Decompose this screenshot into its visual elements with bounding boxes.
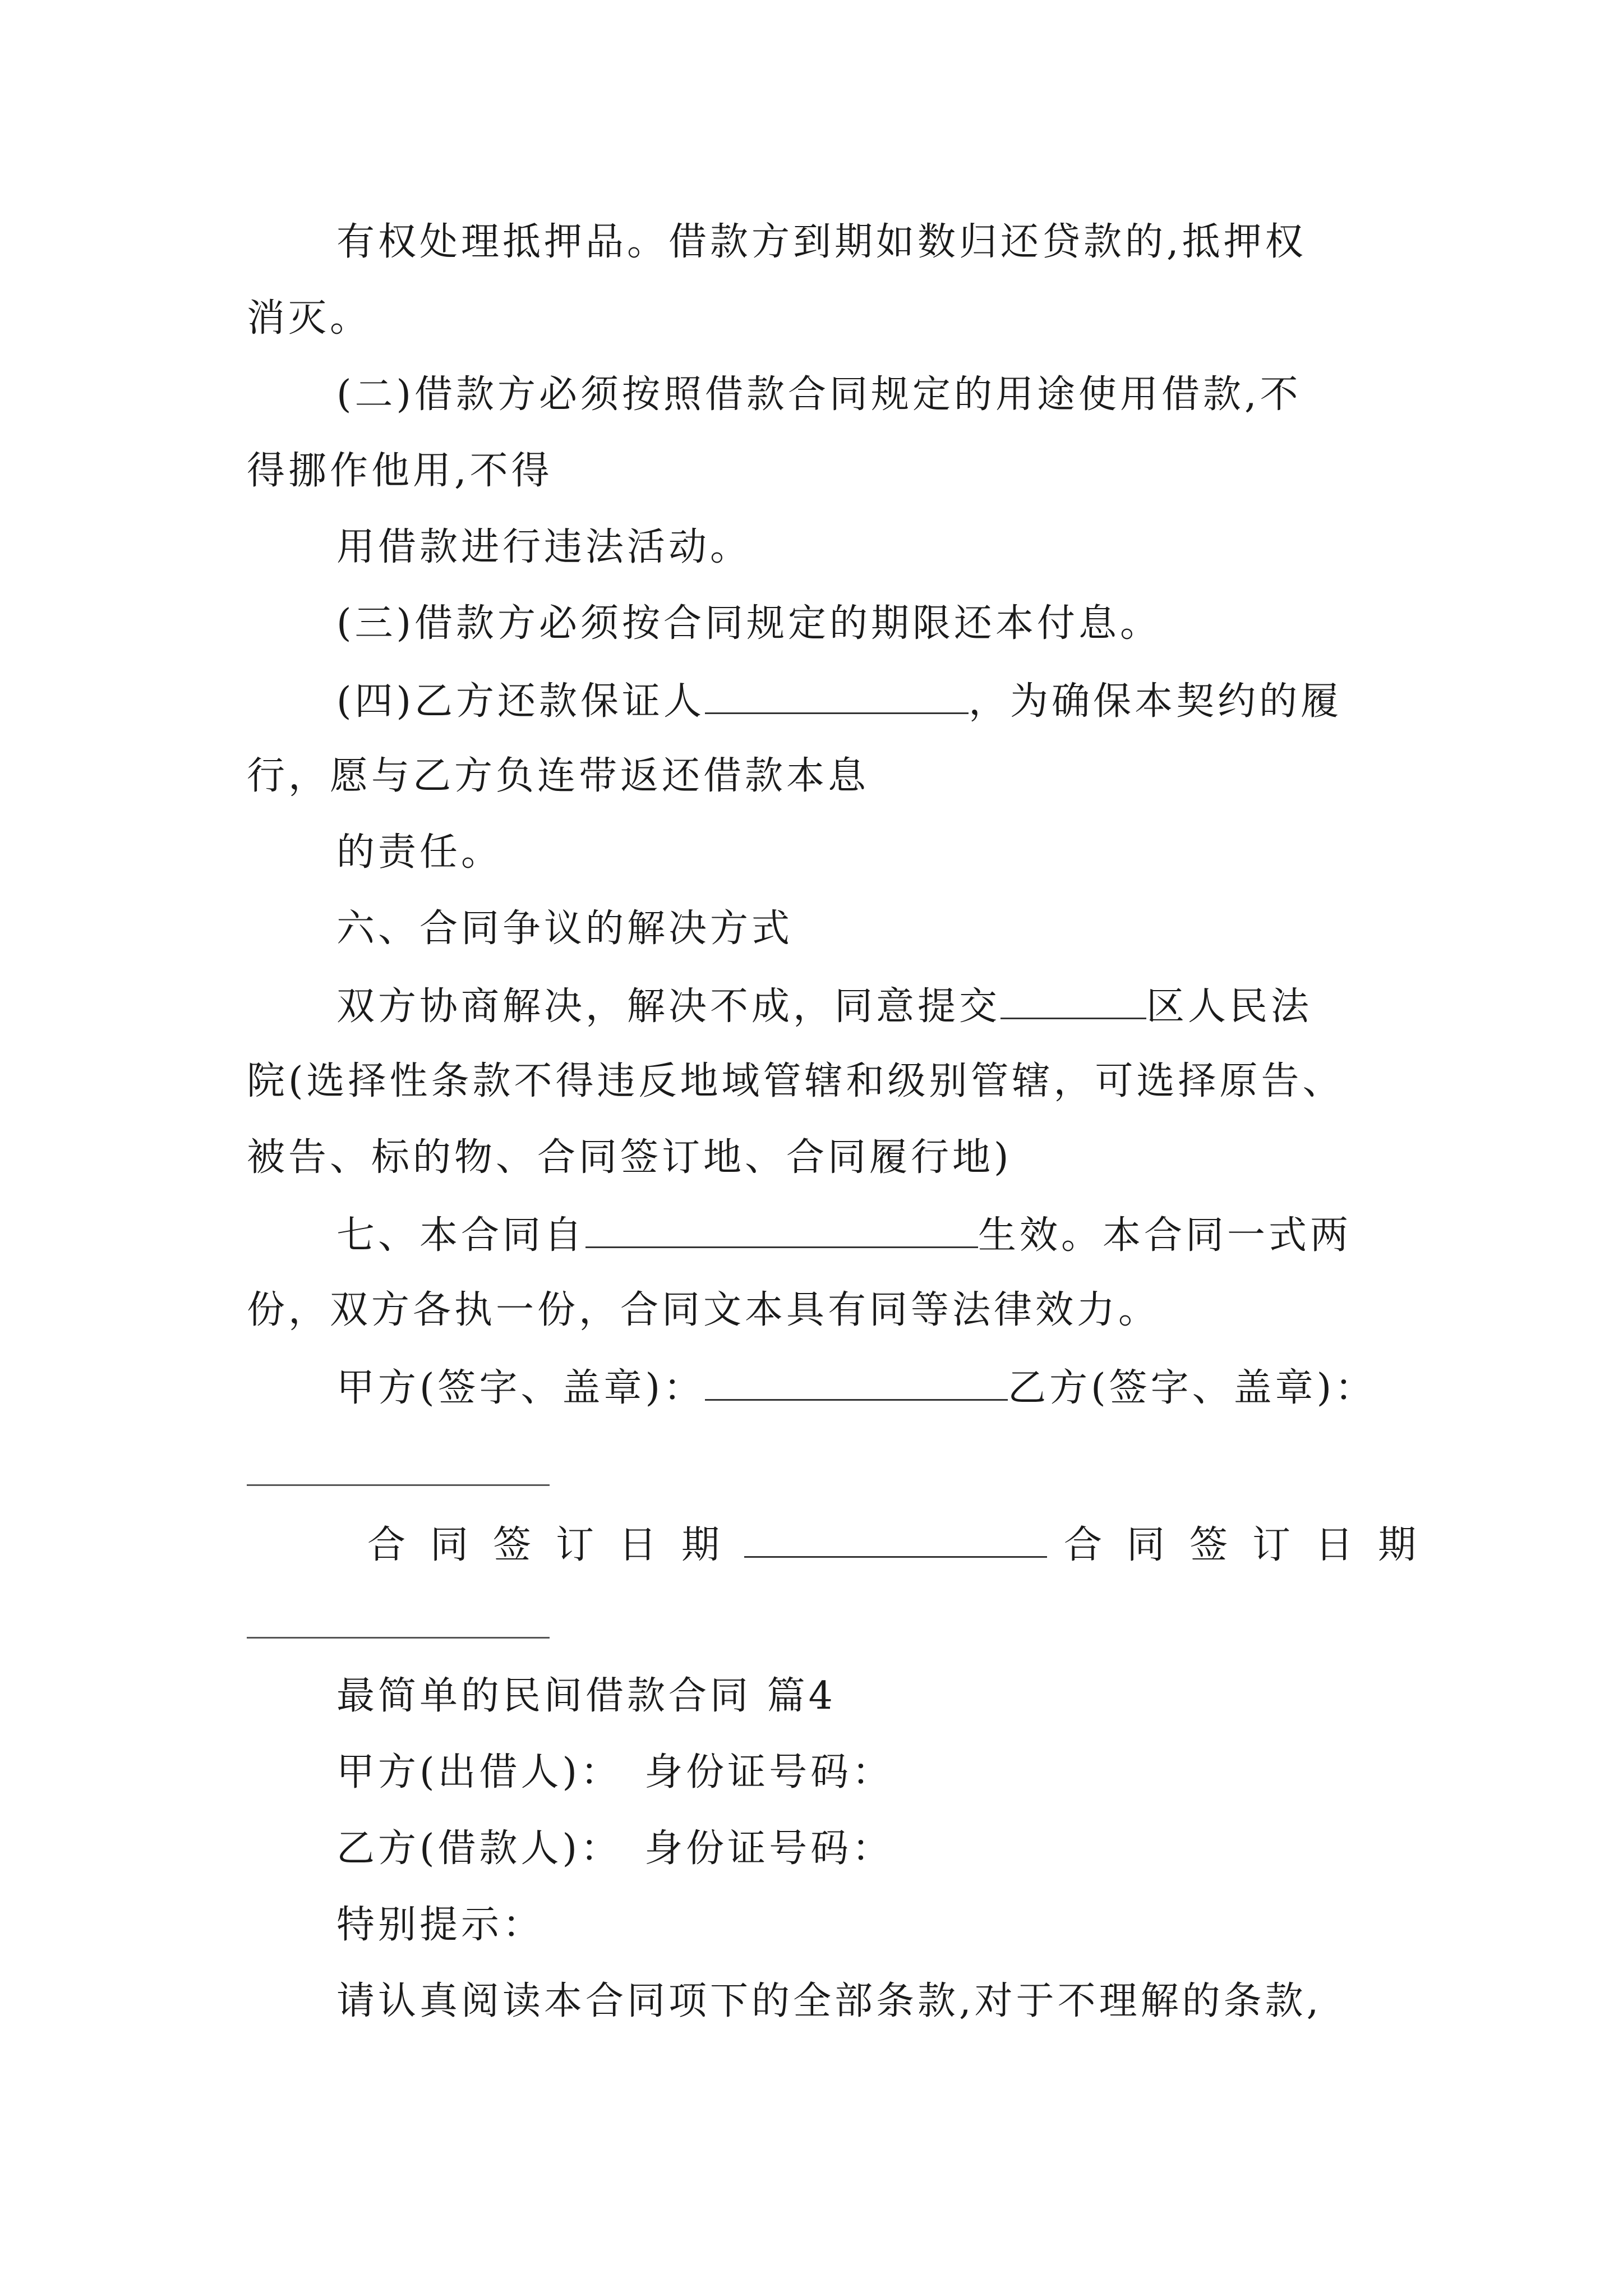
paragraph-line [247, 1288, 1160, 1333]
text: 消灭。 [247, 296, 372, 341]
guarantor-blank [705, 678, 969, 714]
paragraph-line [336, 678, 1342, 724]
party-line [336, 1826, 893, 1871]
text: 乙方(签字、盖章)： [1008, 1366, 1377, 1410]
text: 乙方(借款人)： [336, 1826, 623, 1871]
paragraph-line [336, 220, 1307, 265]
court-blank [1000, 983, 1146, 1019]
paragraph-line [247, 1059, 1344, 1104]
signature-line [336, 1364, 1376, 1411]
party-b-signature-blank [247, 1484, 550, 1486]
party-a-date-blank [744, 1521, 1047, 1558]
text: 最简单的民间借款合同 篇4 [336, 1674, 836, 1718]
paragraph-line [247, 1135, 1012, 1180]
paragraph-line [336, 830, 502, 875]
text: 甲方(出借人)： [336, 1750, 623, 1795]
text: 的责任。 [336, 830, 503, 875]
text: 特别提示： [336, 1903, 545, 1947]
text: 行，愿与乙方负连带返还借款本息 [247, 754, 870, 798]
paragraph-line [336, 1903, 544, 1948]
text: 身份证号码： [644, 1826, 894, 1871]
text: 合同签订日期 [1064, 1523, 1441, 1567]
text: (四)乙方还款保证人 [336, 679, 706, 724]
party-a-signature-blank [705, 1364, 1008, 1401]
paragraph-line [336, 372, 1302, 417]
paragraph-line [247, 296, 371, 341]
paragraph-line [336, 983, 1312, 1029]
paragraph-line [336, 1212, 1352, 1258]
text: 生效。本合同一式两 [978, 1213, 1352, 1258]
section-heading [336, 907, 793, 951]
text: 用借款进行违法活动。 [336, 525, 752, 569]
paragraph-line [247, 449, 553, 494]
paragraph-line [336, 601, 1161, 646]
text: 有权处理抵押品。借款方到期如数归还贷款的,抵押权 [336, 220, 1307, 264]
text: 双方协商解决，解决不成，同意提交 [336, 984, 1001, 1029]
text: (三)借款方必须按合同规定的期限还本付息。 [336, 601, 1162, 646]
text: 合同签订日期 [367, 1523, 745, 1567]
date-line [367, 1521, 1441, 1568]
text: 身份证号码： [644, 1750, 894, 1795]
paragraph-line [336, 1979, 1322, 2024]
paragraph-line [247, 754, 869, 799]
paragraph-line [336, 525, 751, 570]
text: 份，双方各执一份，合同文本具有同等法律效力。 [247, 1288, 1160, 1332]
text: 得挪作他用,不得 [247, 449, 553, 493]
party-line [336, 1750, 893, 1795]
text: (二)借款方必须按照借款合同规定的用途使用借款,不 [336, 372, 1302, 417]
party-b-date-blank [247, 1637, 550, 1639]
text: 请认真阅读本合同项下的全部条款,对于不理解的条款, [336, 1979, 1322, 2023]
section-title [336, 1674, 836, 1719]
text: 六、合同争议的解决方式 [336, 907, 794, 951]
text: 区人民法 [1146, 984, 1313, 1029]
text: 院(选择性条款不得违反地域管辖和级别管辖，可选择原告、 [247, 1059, 1344, 1103]
text: 甲方(签字、盖章)： [336, 1366, 706, 1410]
effective-date-blank [585, 1212, 978, 1248]
text: 七、本合同自 [336, 1213, 586, 1258]
text: 被告、标的物、合同签订地、合同履行地) [247, 1135, 1012, 1180]
text: ，为确保本契约的履 [969, 679, 1343, 724]
